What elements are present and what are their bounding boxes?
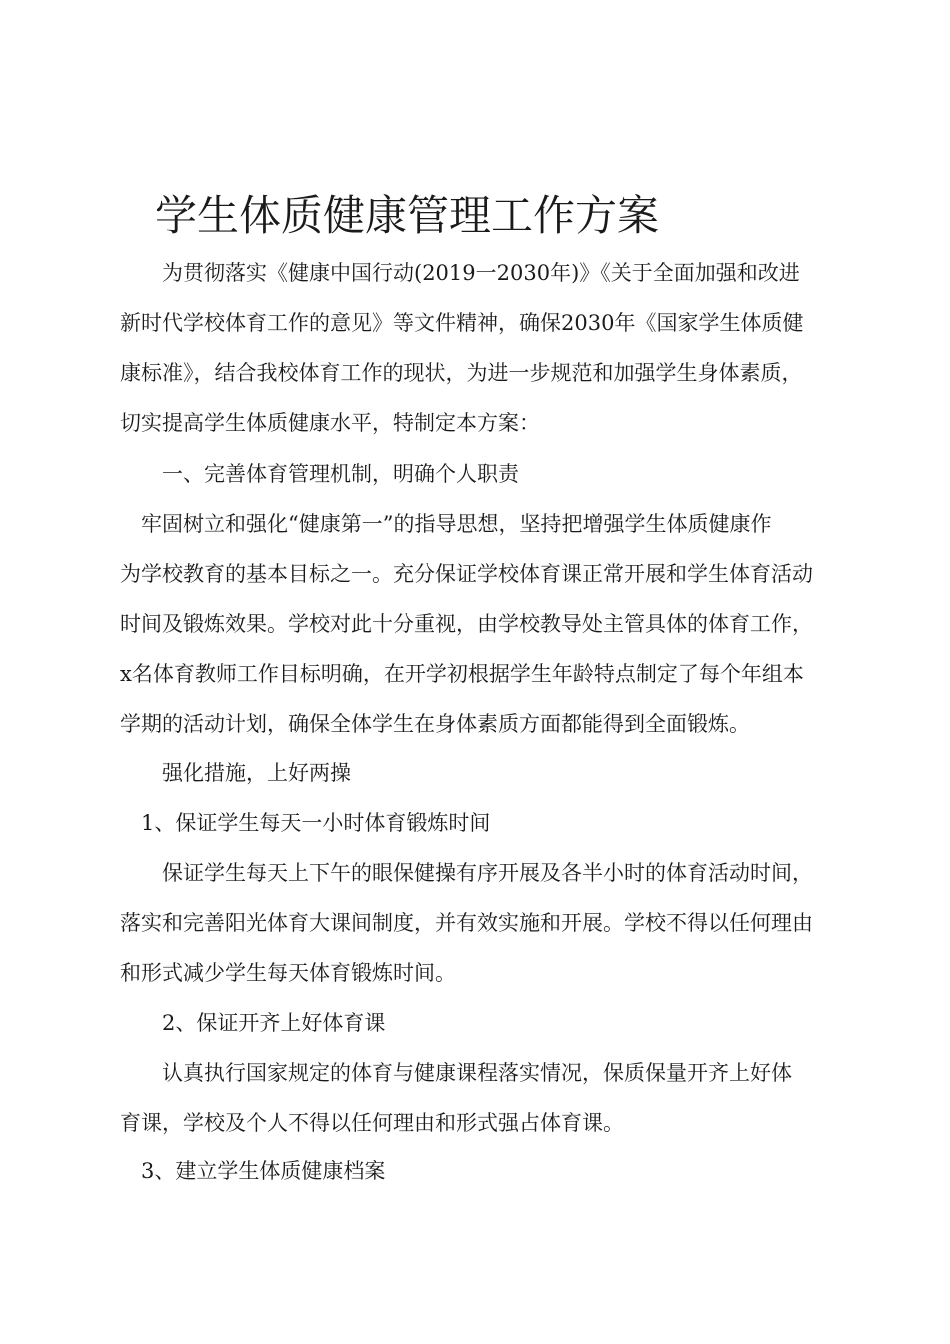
item3-heading-text: 3、建立学生体质健康档案 xyxy=(120,1159,386,1183)
section1-line: 学期的活动计划，确保全体学生在身体素质方面都能得到全面锻炼。 xyxy=(120,712,750,736)
item1-line: 和形式减少学生每天体育锻炼时间。 xyxy=(120,961,456,985)
section1-heading-text: 一、完善体育管理机制，明确个人职责 xyxy=(120,462,519,486)
section1-line: 为学校教育的基本目标之一。充分保证学校体育课正常开展和学生体育活动 xyxy=(120,562,813,586)
item1-line: 保证学生每天上下午的眼保健操有序开展及各半小时的体育活动时间， xyxy=(120,861,813,885)
intro-line: 切实提高学生体质健康水平，特制定本方案： xyxy=(120,411,540,435)
section1-paragraph xyxy=(120,499,860,749)
section1-line: 牢固树立和强化“健康第一”的指导思想，坚持把增强学生体质健康作 xyxy=(120,512,772,536)
intro-line: 新时代学校体育工作的意见》等文件精神，确保2030年《国家学生体质健 xyxy=(120,311,804,335)
item2-paragraph xyxy=(120,1048,860,1148)
section1-line: x名体育教师工作目标明确，在开学初根据学生年龄特点制定了每个年组本 xyxy=(120,662,804,686)
item2-heading-text: 2、保证开齐上好体育课 xyxy=(120,1011,386,1035)
section1-line: 时间及锻炼效果。学校对此十分重视，由学校教导处主管具体的体育工作， xyxy=(120,612,813,636)
intro-line: 为贯彻落实《健康中国行动(2019一2030年)》《关于全面加强和改进 xyxy=(120,261,800,285)
item1-heading-text: 1、保证学生每天一小时体育锻炼时间 xyxy=(120,811,491,835)
item2-line: 认真执行国家规定的体育与健康课程落实情况，保质保量开齐上好体 xyxy=(120,1061,792,1085)
item3-heading xyxy=(120,1146,860,1196)
item1-heading xyxy=(120,798,860,848)
intro-paragraph xyxy=(120,248,860,448)
item1-line: 落实和完善阳光体育大课间制度，并有效实施和开展。学校不得以任何理由 xyxy=(120,911,813,935)
item2-heading xyxy=(120,998,860,1048)
item1-paragraph xyxy=(120,848,860,998)
section2-heading-text: 强化措施，上好两操 xyxy=(120,761,351,785)
section1-heading xyxy=(120,449,860,499)
section2-heading xyxy=(120,748,860,798)
intro-line: 康标准》，结合我校体育工作的现状，为进一步规范和加强学生身体素质， xyxy=(120,361,803,385)
document-title: 学生体质健康管理工作方案 xyxy=(155,191,660,240)
item2-line: 育课，学校及个人不得以任何理由和形式强占体育课。 xyxy=(120,1111,624,1135)
